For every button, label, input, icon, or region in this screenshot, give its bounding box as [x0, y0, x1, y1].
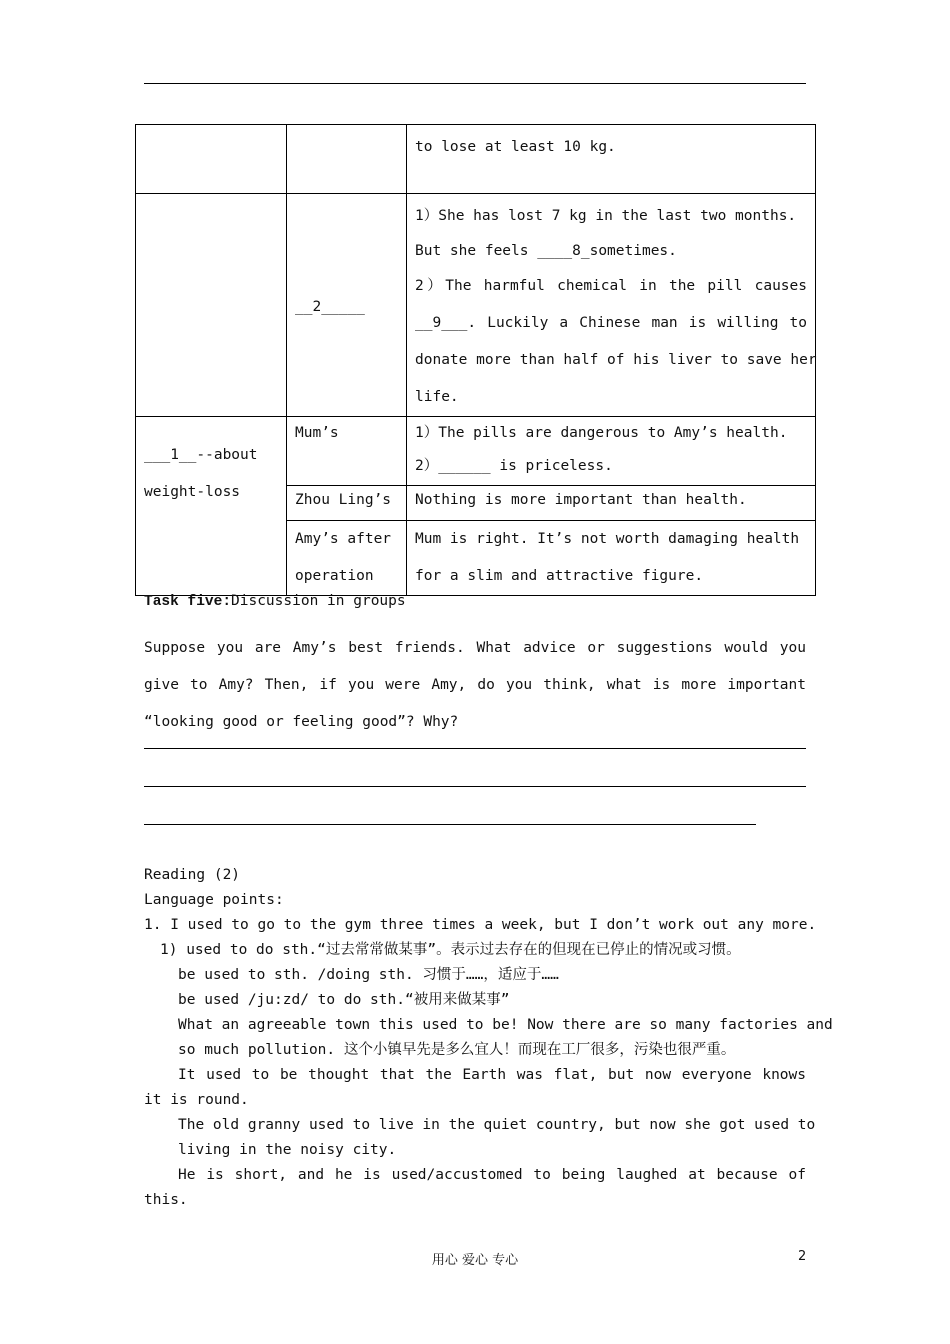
- cell-line: life.: [415, 389, 459, 405]
- table-cell: [136, 125, 287, 194]
- amy-label-line: operation: [295, 568, 374, 584]
- example-line: The old granny used to live in the quiet country, but now she got used to: [178, 1117, 816, 1133]
- sub-point: be used /ju:zd/ to do sth.“被用来做某事”: [178, 992, 510, 1008]
- discussion-text: Suppose you are Amy’s best friends. What advice or suggestions would you give to Amy? Then, if you were Amy, do you think, what is more important “looking good or feeling good”? Why?: [144, 639, 806, 730]
- reading-section: [144, 863, 833, 1213]
- table-row: [136, 417, 816, 486]
- table-cell: [407, 521, 816, 596]
- point-1: 1. I used to go to the gym three times a week, but I don’t work out any more.: [144, 917, 817, 933]
- cell-line: But she feels ____8_sometimes.: [415, 243, 677, 259]
- cell-line: for a slim and attractive figure.: [415, 568, 704, 584]
- amy-label-line: Amy’s after: [295, 531, 392, 547]
- example-line: He is short, and he is used/accustomed to being laughed at because of this.: [144, 1167, 806, 1208]
- table-cell: [136, 194, 287, 417]
- example-line: living in the noisy city.: [178, 1142, 397, 1158]
- cell-line: Mum is right. It’s not worth damaging health: [415, 531, 800, 547]
- table-cell: [407, 486, 816, 521]
- cell-line: 1）She has lost 7 kg in the last two months.: [415, 208, 797, 224]
- section-label-line: weight-loss: [144, 484, 241, 500]
- cell-text: Nothing is more important than health.: [415, 492, 747, 508]
- mum-label: Mum’s: [295, 425, 339, 441]
- table-cell: [287, 521, 407, 596]
- language-points-heading: Language points:: [144, 892, 284, 908]
- table-cell: [407, 417, 816, 486]
- example-line: so much pollution. 这个小镇早先是多么宜人！而现在工厂很多，污染也很严重。: [178, 1042, 736, 1058]
- task-heading: [144, 590, 806, 613]
- reading-heading: Reading (2): [144, 867, 241, 883]
- sub-point: 1) used to do sth.“过去常常做某事”。表示过去存在的但现在已停止的情况或习惯。: [160, 942, 741, 958]
- page-footer: 用心 爱心 专心: [431, 1253, 519, 1268]
- cell-line: __9___. Luckily a Chinese man is willing to: [415, 315, 807, 331]
- answer-line: [144, 824, 756, 825]
- cell-text: to lose at least 10 kg.: [415, 139, 616, 155]
- table-cell: [287, 125, 407, 194]
- table-cell: [287, 486, 407, 521]
- cell-line: donate more than half of his liver to save her: [415, 352, 817, 368]
- blank-2-label: __2_____: [295, 298, 365, 315]
- table-row: [136, 125, 816, 194]
- header-rule: [144, 83, 806, 84]
- task-subtitle: Discussion in groups: [231, 593, 406, 609]
- section-label-line: ___1__--about: [144, 447, 258, 463]
- table-cell: [287, 417, 407, 486]
- table-cell: [407, 194, 816, 417]
- answer-line: [144, 748, 806, 749]
- cell-line: 2）The harmful chemical in the pill causes: [415, 278, 807, 294]
- page-number: 2: [798, 1249, 807, 1264]
- zhou-label: Zhou Ling’s: [295, 492, 392, 508]
- table-cell: [287, 194, 407, 417]
- answer-line: [144, 786, 806, 787]
- table-cell: [407, 125, 816, 194]
- sub-point: be used to sth. /doing sth. 习惯于……，适应于……: [178, 967, 559, 983]
- task-title: Task five:: [144, 594, 232, 610]
- example-line: What an agreeable town this used to be! Now there are so many factories and: [178, 1017, 833, 1033]
- example-line: It used to be thought that the Earth was flat, but now everyone knows it is round.: [144, 1067, 806, 1108]
- section-cell: [136, 417, 287, 596]
- table-row: [136, 194, 816, 417]
- discussion-block: [144, 615, 806, 755]
- cell-line: 2）______ is priceless.: [415, 458, 613, 474]
- cell-line: 1）The pills are dangerous to Amy’s health.: [415, 425, 788, 441]
- story-table: [135, 124, 816, 596]
